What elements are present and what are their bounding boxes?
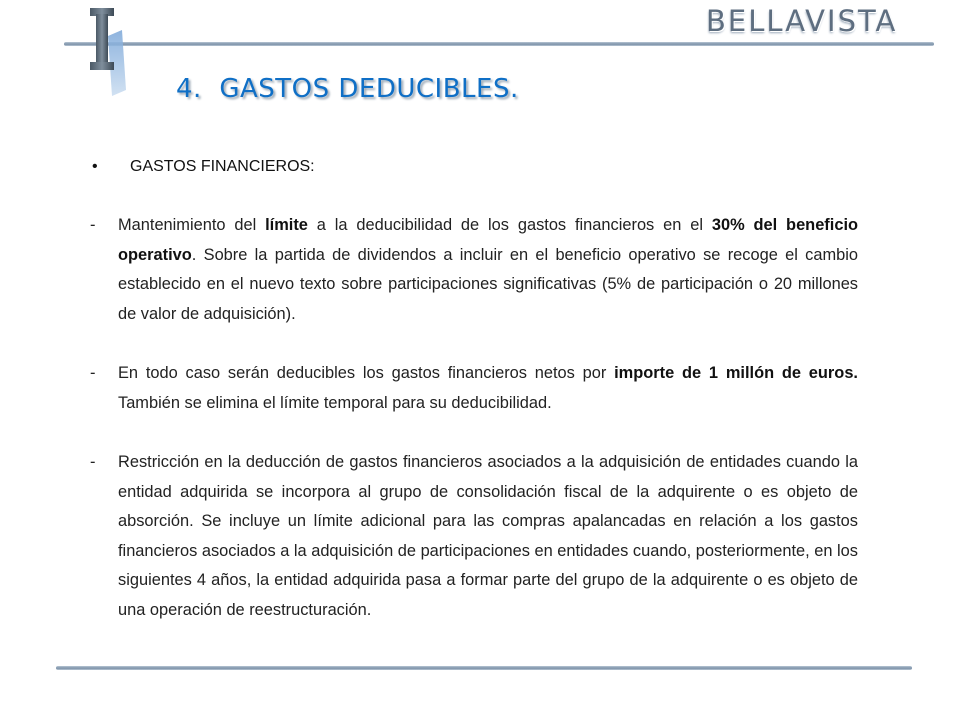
text-run-bold: 30% del beneficio operativo (118, 216, 859, 264)
text-run-bold: límite (265, 216, 308, 234)
list-item (90, 211, 858, 329)
header-divider (64, 42, 934, 46)
dash-marker: - (90, 216, 96, 234)
text-run-bold: importe de 1 millón de euros. (614, 364, 858, 382)
text-run: En todo caso serán deducibles los gastos financieros netos por (118, 364, 615, 382)
text-run: Mantenimiento del (118, 216, 266, 234)
text-run: También se elimina el límite temporal para su deducibilidad. (118, 393, 552, 412)
bullet-icon: • (92, 158, 98, 175)
text-run: Restricción en la deducción de gastos financieros asociados a la adquisición de entidades cuando la entidad adquirida se incorpora al grupo de consolidación fiscal de la adquirente o es objeto de absorción. Se incluye un límite adicional para las compras apalancadas en relación a los gastos financieros asociados a la adquisición de participaciones en entidades cuando, posteriormente, en los siguientes 4 años, la entidad adquirida pasa a formar parte del grupo de la adquirente o es objeto de una operación de reestructuración. (118, 453, 858, 619)
dash-marker: - (90, 453, 96, 471)
section-heading (92, 158, 315, 176)
dash-marker: - (90, 364, 96, 382)
list-item (90, 359, 858, 418)
page-title (176, 74, 519, 104)
title-number: 4. (176, 74, 202, 104)
list-item-text (118, 211, 858, 329)
title-text: GASTOS DEDUCIBLES. (219, 74, 519, 104)
footer-divider (56, 666, 912, 670)
list-item (90, 448, 858, 625)
list-item-text (118, 359, 858, 418)
bellavista-i-logo-icon (84, 6, 130, 98)
text-run: . Sobre la partida de dividendos a incluir en el beneficio operativo se recoge el cambio establecido en el nuevo texto sobre participaciones significativas (5% de participación o 20 millones de valor de adquisición). (118, 245, 858, 323)
content-list (90, 211, 858, 655)
section-heading-text: GASTOS FINANCIEROS: (130, 158, 315, 175)
brand-wordmark: BELLAVISTA (706, 4, 898, 38)
list-item-text (118, 448, 858, 625)
text-run: a la deducibilidad de los gastos financieros en el (307, 216, 712, 234)
